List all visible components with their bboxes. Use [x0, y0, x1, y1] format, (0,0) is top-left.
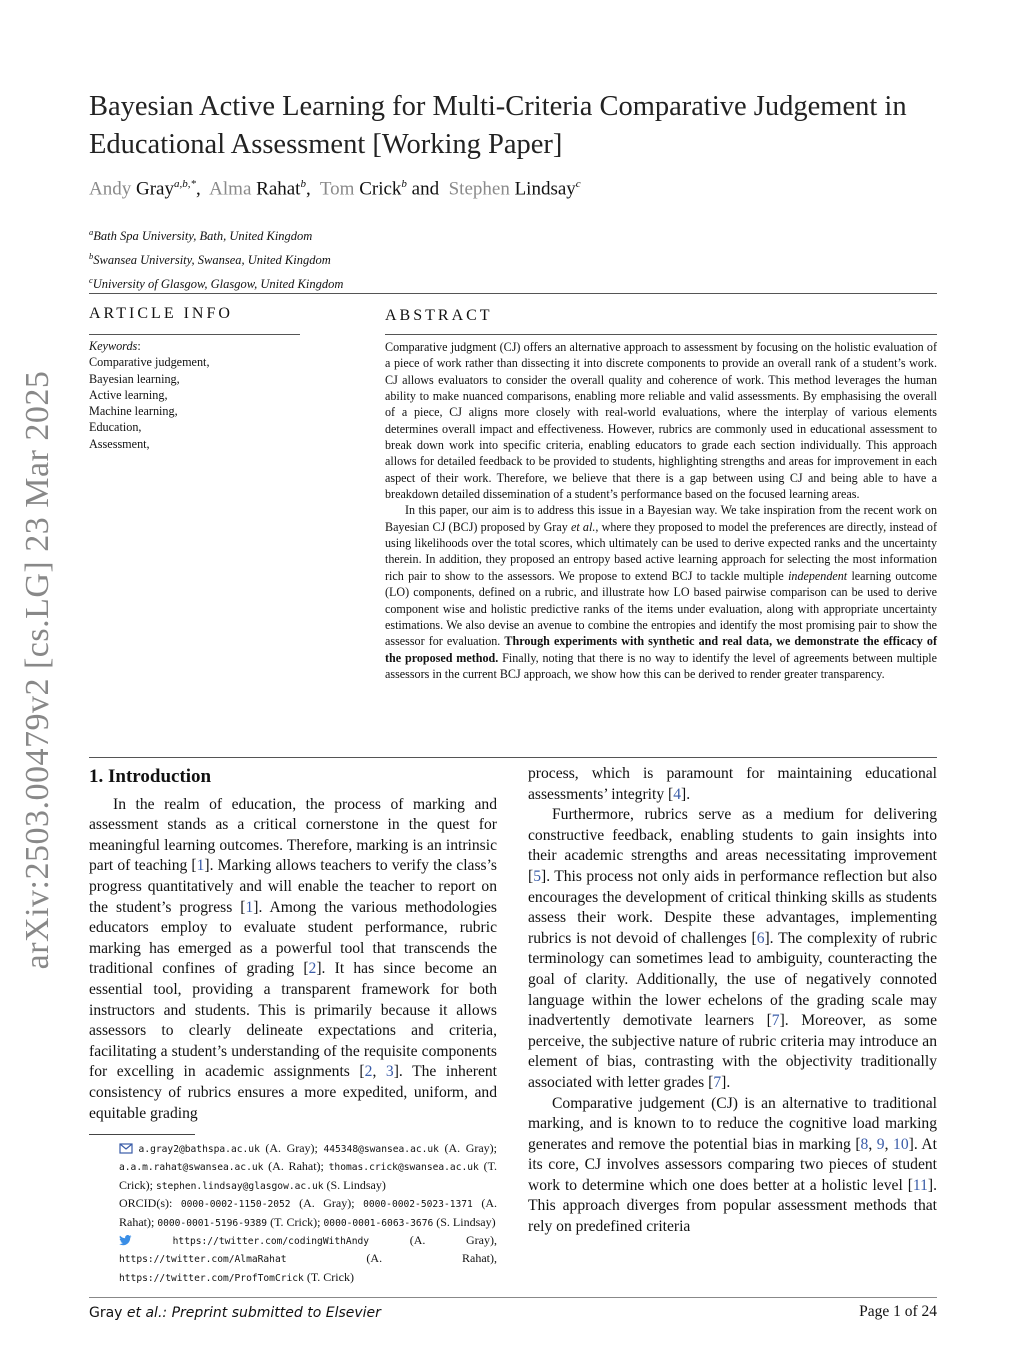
affiliation-line: $^b$Swansea University, Swansea, United Kingdom [89, 251, 331, 268]
author-last-name: Lindsay [514, 178, 576, 200]
citation-link[interactable]: 7 [713, 1073, 722, 1091]
abstract-bottom-rule [89, 757, 937, 758]
citation-link[interactable]: 5 [533, 867, 541, 885]
footer-rule [89, 1297, 937, 1298]
orcid-link[interactable]: 0000-0002-1150-2052 [180, 1199, 291, 1211]
arxiv-stamp: arXiv:2503.00479v2 [cs.LG] 23 Mar 2025 [19, 370, 56, 970]
keyword-item: Education, [89, 420, 142, 435]
citation-link[interactable]: 7 [771, 1012, 780, 1030]
author-affiliation-marker: a,b,* [173, 178, 196, 190]
twitter-icon [119, 1233, 132, 1247]
citation-link[interactable]: 1 [245, 898, 254, 916]
author-first-name: Andy [89, 178, 136, 200]
intro-paragraph-3: Comparative judgement (CJ) is an alternative to traditional marking, and is known to to reduce the cognitive load marking generates and remove the potential bias in marking [8, 9, 10]. At its core, CJ involves assessors comparing two pieces of student work to determine which one does better at a holistic level [11]. This approach diverges from popular assessment methods that rely on predefined criteria [528, 1094, 938, 1236]
email-link[interactable]: thomas.crick@swansea.ac.uk [328, 1162, 479, 1174]
affiliations [89, 222, 343, 294]
footer-preprint-note: Gray et al.: Preprint submitted to Elsevier [89, 1305, 381, 1321]
author-separator: , [195, 178, 210, 200]
email-link[interactable]: a.a.m.rahat@swansea.ac.uk [119, 1162, 264, 1174]
twitter-link[interactable]: https://twitter.com/ProfTomCrick [119, 1272, 304, 1284]
keyword-item: Bayesian learning, [89, 371, 180, 386]
author-affiliation-marker: b [401, 178, 407, 190]
article-info-rule [89, 334, 300, 335]
twitter-link[interactable]: https://twitter.com/AlmaRahat [119, 1254, 287, 1266]
article-info-heading: ARTICLE INFO [89, 305, 233, 322]
author-first-name: Tom [319, 178, 360, 200]
keyword-item: Active learning, [89, 387, 168, 402]
footnote-twitter: https://twitter.com/codingWithAndy (A. Gray), https://twitter.com/AlmaRahat (A. Rahat), https://twitter.com/ProfTomCrick (T. Crick) [119, 1233, 497, 1284]
email-link[interactable]: stephen.lindsay@glasgow.ac.uk [156, 1180, 324, 1192]
citation-link[interactable]: 2 [308, 960, 317, 978]
author-last-name: Rahat [256, 178, 301, 200]
footnote-emails: a.gray2@bathspa.ac.uk (A. Gray); 445348@swansea.ac.uk (A. Gray); a.a.m.rahat@swansea.ac.uk (A. Rahat); thomas.crick@swansea.ac.uk (T. Crick); stephen.lindsay@glasgow.ac.uk (S. Lindsay) [119, 1141, 498, 1192]
abstract-rule [385, 334, 937, 335]
email-link[interactable]: a.gray2@bathspa.ac.uk [138, 1144, 260, 1155]
intro-paragraph-2: Furthermore, rubrics serve as a medium for delivering constructive feedback, enabling students to gain insights into their academic strengths and areas necessitating improvement [5]. This process not only aids in performance reflection but also encourages the development of critical thinking skills as students assess their work. Despite these advantages, implementing rubrics is not devoid of challenges [6]. The complexity of rubric terminology can sometimes lead to ambiguity, counteracting the goal of clarity. Additionally, the use of negatively connoted language within the lower echelons of the grading scale may inadvertently demotivate learners [7]. Moreover, as some perceive, the subjective nature of rubric criteria may introduce an element of bias, contrasting with the objectivity traditionally associated with letter grades [7]. [528, 806, 937, 1091]
section-heading-introduction: 1. Introduction [89, 766, 212, 787]
author-separator: and [406, 178, 449, 200]
orcid-link[interactable]: 0000-0001-6063-3676 [323, 1217, 434, 1229]
footnote-orcids: ORCID(s): 0000-0002-1150-2052 (A. Gray); 0000-0002-5023-1371 (A. Rahat); 0000-0001-5196-9389 (T. Crick); 0000-0001-6063-3676 (S. Lindsay) [119, 1196, 497, 1229]
author-affiliation-marker: b [300, 178, 306, 190]
page-number: Page 1 of 24 [859, 1303, 937, 1320]
author-affiliation-marker: c [575, 178, 581, 190]
orcid-link[interactable]: 0000-0002-5023-1371 [363, 1199, 473, 1211]
citation-link[interactable]: 6 [756, 929, 765, 947]
intro-paragraph-1: In the realm of education, the process of marking and assessment stands as a critical cornerstone in the quest for meaningful learning outcomes. Therefore, marking is an intrinsic part of teaching [1]. Marking allows teachers to verify the class’s progress quantitatively and will enable the teacher to report on the student’s progress [1]. Among the various methodologies educators employ to evaluate student performance, rubric marking has emerged as a powerful tool that transcends the traditional confines of grading [2]. It has since become an essential tool, providing a transparent framework for both instructors and students. This is primarily because it allows assessors to clearly delineate expectations and criteria, facilitating a student’s understanding of the requisite components for excelling in academic assignments [2, 3]. The inherent consistency of rubrics ensures a more expedited, uniform, and equitable grading [89, 795, 498, 1122]
twitter-link[interactable]: https://twitter.com/codingWithAndy [172, 1236, 370, 1248]
author-list [89, 178, 581, 200]
author-first-name: Alma [209, 178, 257, 200]
keywords-label: Keywords [89, 339, 138, 353]
email-icon [119, 1141, 133, 1155]
abstract-paragraph-2: In this paper, our aim is to address this issue in a Bayesian way. We take inspiration from the recent work on Bayesian CJ (BCJ) proposed by Gray et al., where they proposed to model the preferences are directly, instead of using likelihoods over the total scores, which ultimately can be used to derive expected ranks and the uncertainty therein. In addition, they proposed an entropy based active learning approach for selecting the most information rich pair to show to the assessors. We propose to extend BCJ to tackle multiple independent learning outcome (LO) components, defined on a rubric, and illustrate how LO based pairwise comparison can be used to derive component wise and holistic predictive ranks of the items under evaluation, along with appropriate uncertainty estimations. We also devise an avenue to combine the entropies and identify the most promising pair to show the assessor for evaluation. Through experiments with synthetic and real data, we demonstrate the efficacy of the proposed method. Finally, noting that there is no way to identify the level of agreements between multiple assessors in the current BCJ approach, we show how this can be derived to render greater transparency. [385, 503, 937, 681]
keywords-block: Keywords: Comparative judgement, Bayesian learning, Active learning, Machine learning, Education, Assessment, [89, 339, 210, 451]
affiliation-line: $^a$Bath Spa University, Bath, United Kingdom [89, 227, 313, 244]
header-rule [89, 293, 937, 294]
abstract-paragraph-1: Comparative judgment (CJ) offers an alternative approach to assessment by focusing on the holistic evaluation of a piece of work rather than dissecting it into discrete components to provide an overall rank of a student’s work. CJ allows evaluators to consider the overall quality and coherence of work. This method leverages the human ability to make nuanced comparisons, enabling more reliable and valid assessments. By emphasising the overall of a piece, CJ aligns more closely with real-world evaluations, where the interplay of various elements determines overall impact and effectiveness. However, rubrics are commonly used in educational assessment to break down work into specific criteria, enabling educators to grade each section individually. This approach allows for detailed feedback to be provided to students, highlighting strengths and areas for improvement in each aspect of their work. Therefore, we believe that there is a gap between using CJ and being able to have a breakdown detailed dissemination of a student’s performance based on the focused learning areas. [385, 340, 937, 502]
intro-paragraph-1-cont: process, which is paramount for maintaining educational assessments’ integrity [4]. [528, 765, 937, 803]
author-separator: , [305, 178, 320, 200]
abstract-body [385, 339, 937, 682]
footnote-rule [89, 1134, 195, 1135]
citation-link[interactable]: 11 [912, 1176, 928, 1194]
author-first-name: Stephen [448, 178, 515, 200]
paper-title: Bayesian Active Learning for Multi-Criteria Comparative Judgement in Educational Assessment [Working Paper] [89, 91, 907, 160]
keyword-item: Comparative judgement, [89, 355, 210, 370]
citation-link[interactable]: 2 [364, 1063, 373, 1081]
author-last-name: Gray [135, 178, 174, 200]
affiliation-line: $^c$University of Glasgow, Glasgow, United Kingdom [89, 275, 344, 292]
abstract-heading: ABSTRACT [385, 307, 493, 324]
footnotes [89, 1140, 497, 1287]
citation-link[interactable]: 4 [673, 785, 682, 803]
keyword-item: Assessment, [89, 436, 150, 451]
intro-right-column [528, 764, 937, 1238]
citation-link[interactable]: 1 [196, 857, 205, 875]
intro-left-column [89, 767, 497, 1124]
orcid-link[interactable]: 0000-0001-5196-9389 [157, 1217, 268, 1229]
email-link[interactable]: 445348@swansea.ac.uk [323, 1144, 439, 1155]
citation-link[interactable]: 3 [385, 1063, 394, 1081]
citation-link[interactable]: 8 [860, 1135, 869, 1153]
keyword-item: Machine learning, [89, 404, 178, 419]
citation-link[interactable]: 10 [893, 1135, 909, 1153]
author-last-name: Crick [359, 178, 402, 200]
citation-link[interactable]: 9 [876, 1135, 885, 1153]
